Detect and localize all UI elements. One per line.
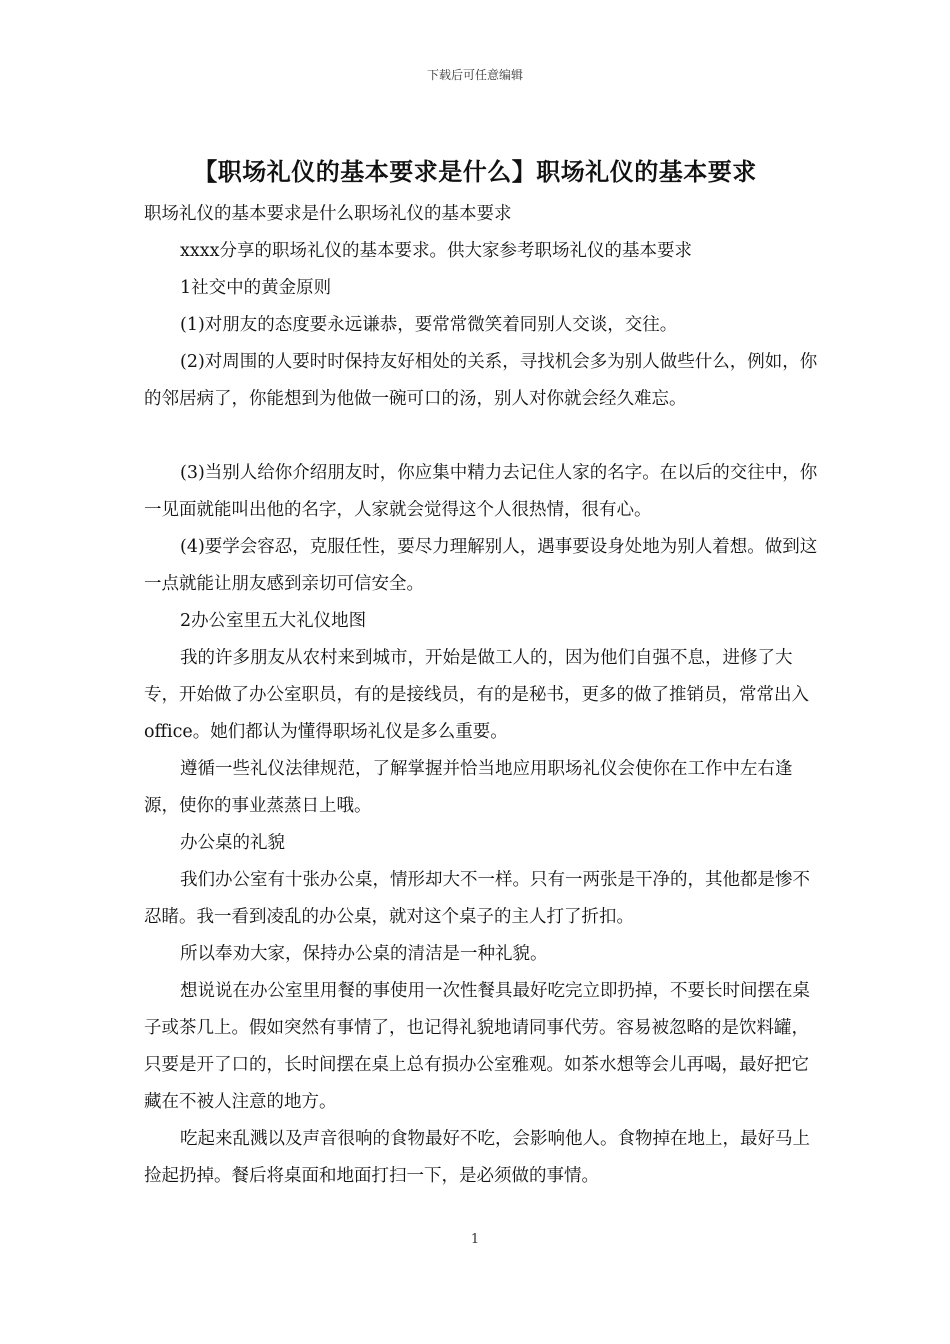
page-number: 1 [470, 1232, 480, 1247]
paragraph-advice: 所以奉劝大家，保持办公桌的清洁是一种礼貌。 [180, 944, 548, 964]
document-title: 【职场礼仪的基本要求是什么】职场礼仪的基本要求 [193, 158, 757, 186]
paragraph-intro: xxxx分享的职场礼仪的基本要求。供大家参考职场礼仪的基本要求 [180, 241, 692, 261]
section-heading-2: 2办公室里五大礼仪地图 [180, 611, 367, 631]
paragraph-rule-1: (1)对朋友的态度要永远谦恭，要常常微笑着同别人交谈，交往。 [180, 315, 678, 335]
header-note: 下载后可任意编辑 [426, 68, 523, 82]
paragraph-rule-3: (3)当别人给你介绍朋友时，你应集中精力去记住人家的名字。在以后的交往中，你一见面就能叫出他的名字，人家就会觉得这个人很热情，很有心。 [144, 463, 818, 520]
paragraph-rule-2: (2)对周围的人要时时保持友好相处的关系，寻找机会多为别人做些什么，例如，你的邻居病了，你能想到为他做一碗可口的汤，别人对你就会经久难忘。 [144, 352, 818, 409]
paragraph-food: 吃起来乱溅以及声音很响的食物最好不吃，会影响他人。食物掉在地上，最好马上捡起扔掉。餐后将桌面和地面打扫一下，是必须做的事情。 [144, 1129, 810, 1186]
paragraph-desks: 我们办公室有十张办公桌，情形却大不一样。只有一两张是干净的，其他都是惨不忍睹。我一看到凌乱的办公桌，就对这个桌子的主人打了折扣。 [144, 870, 810, 927]
paragraph-friends: 我的许多朋友从农村来到城市，开始是做工人的，因为他们自强不息，进修了大专，开始做了办公室职员，有的是接线员，有的是秘书，更多的做了推销员，常常出入office。她们都认为懂得职场礼仪是多么重要。 [144, 648, 809, 742]
paragraph-gap [144, 418, 824, 455]
document-body [144, 196, 824, 1195]
paragraph-dining: 想说说在办公室里用餐的事使用一次性餐具最好吃完立即扔掉，不要长时间摆在桌子或茶几上。假如突然有事情了，也记得礼貌地请同事代劳。容易被忽略的是饮料罐，只要是开了口的，长时间摆在桌上总有损办公室雅观。如茶水想等会儿再喝，最好把它藏在不被人注意的地方。 [144, 981, 810, 1112]
paragraph-follow-rules: 遵循一些礼仪法律规范，了解掌握并恰当地应用职场礼仪会使你在工作中左右逢源，使你的事业蒸蒸日上哦。 [144, 759, 793, 816]
paragraph-subtitle: 职场礼仪的基本要求是什么职场礼仪的基本要求 [144, 204, 512, 224]
section-heading-1: 1社交中的黄金原则 [180, 278, 332, 298]
paragraph-rule-4: (4)要学会容忍，克服任性，要尽力理解别人，遇事要设身处地为别人着想。做到这一点就能让朋友感到亲切可信安全。 [144, 537, 818, 594]
subheading-desk: 办公桌的礼貌 [180, 833, 285, 853]
